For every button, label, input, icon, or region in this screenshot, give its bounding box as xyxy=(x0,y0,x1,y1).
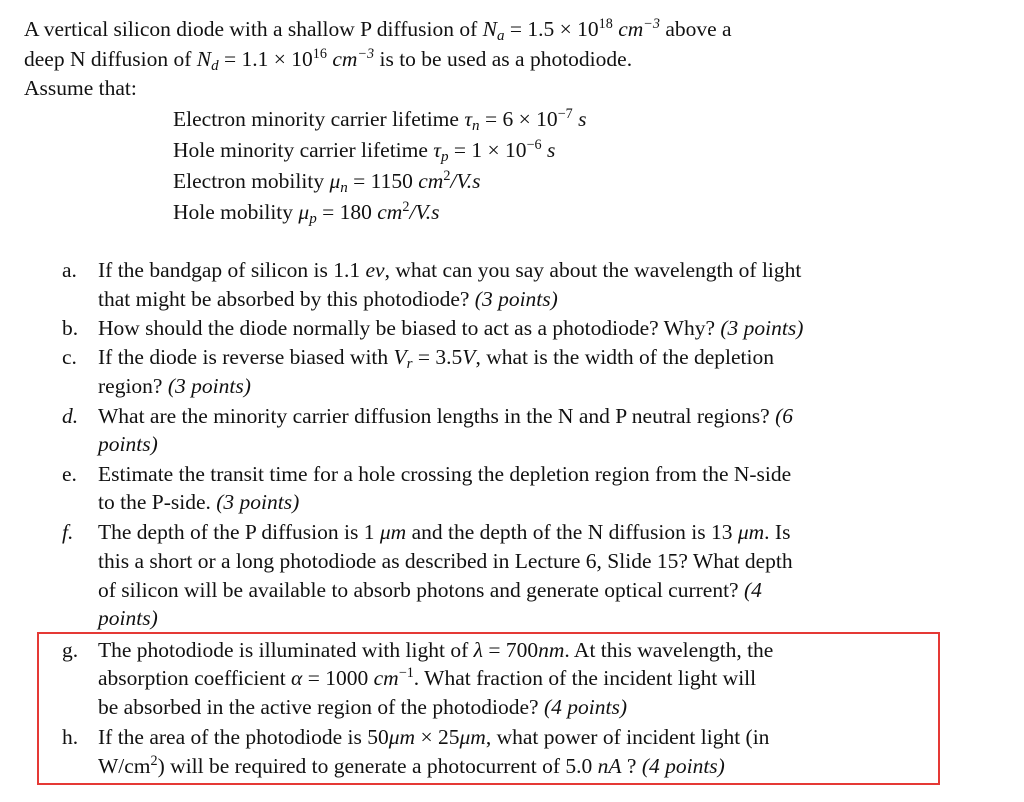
question-g-line-2 xyxy=(98,664,756,693)
math-subscript: n xyxy=(472,118,480,135)
question-h-line-2 xyxy=(98,752,725,781)
question-text: If the area of the photodiode is 50 xyxy=(98,725,389,749)
question-h-label: h. xyxy=(62,725,79,749)
math-unit: /V.s xyxy=(450,169,481,193)
question-text: The photodiode is illuminated with light of xyxy=(98,638,474,662)
math-value: = 3.5 xyxy=(412,345,463,369)
question-text: How should the diode normally be biased to act as a photodiode? Why? xyxy=(98,316,721,340)
question-text: . Is xyxy=(764,520,791,544)
math-value: = 6 × 10 xyxy=(479,107,558,131)
param-hole-mobility xyxy=(173,198,440,227)
math-value: = 180 xyxy=(316,200,378,224)
math-symbol: N xyxy=(482,17,497,41)
math-symbol: λ xyxy=(473,638,483,662)
math-unit: μm xyxy=(459,725,486,749)
points-text: (4 xyxy=(743,578,762,602)
param-label: Hole minority carrier lifetime xyxy=(173,138,434,162)
question-e-line-2 xyxy=(98,488,299,517)
math-subscript: p xyxy=(441,149,449,166)
math-unit: cm xyxy=(612,17,644,41)
question-text: If the bandgap of silicon is 1.1 xyxy=(98,258,366,282)
math-exponent: −6 xyxy=(526,137,542,154)
math-exponent: 16 xyxy=(312,46,327,63)
question-g-line-3 xyxy=(98,693,627,722)
question-f-line-1 xyxy=(98,518,790,547)
question-text: be absorbed in the active region of the photodiode? xyxy=(98,695,544,719)
question-e-label: e. xyxy=(62,462,77,486)
intro-line-1 xyxy=(24,15,732,44)
question-text: absorption coefficient xyxy=(98,666,292,690)
math-subscript: p xyxy=(309,211,317,228)
question-f-line-3 xyxy=(98,576,762,605)
question-b-label: b. xyxy=(62,316,79,340)
question-b-line-1 xyxy=(98,314,803,343)
math-unit: cm xyxy=(418,169,444,193)
question-f-label: f. xyxy=(62,520,74,544)
question-a-line-1 xyxy=(98,256,801,285)
param-electron-lifetime xyxy=(173,105,586,134)
math-unit: cm xyxy=(373,666,399,690)
points-text: (6 xyxy=(775,404,793,428)
intro-line-3 xyxy=(24,74,137,103)
intro-text: deep N diffusion of xyxy=(24,47,197,71)
param-electron-mobility xyxy=(173,167,480,196)
intro-text: above a xyxy=(659,17,732,41)
param-hole-lifetime xyxy=(173,136,555,165)
question-text: , what can you say about the wavelength of light xyxy=(384,258,802,282)
param-label: Electron mobility xyxy=(173,169,330,193)
math-unit: ev xyxy=(365,258,385,282)
question-text: Estimate the transit time for a hole crossing the depletion region from the N-side xyxy=(98,462,792,486)
question-d-line-2 xyxy=(98,430,158,459)
param-label: Electron minority carrier lifetime xyxy=(173,107,465,131)
question-text: . At this wavelength, the xyxy=(564,638,774,662)
question-text: What are the minority carrier diffusion lengths in the N and P neutral regions? xyxy=(98,404,776,428)
question-h-line-1 xyxy=(98,723,769,752)
points-text: (4 points) xyxy=(641,754,725,778)
question-c-line-2 xyxy=(98,372,251,401)
math-exponent: 2 xyxy=(443,168,451,185)
math-subscript: n xyxy=(340,180,348,197)
question-c-line-1 xyxy=(98,343,774,372)
question-text: . What fraction of the incident light will xyxy=(413,666,757,690)
points-text: (3 points) xyxy=(474,287,558,311)
question-text: The depth of the P diffusion is 1 xyxy=(98,520,380,544)
math-symbol: τ xyxy=(433,138,441,162)
math-unit: s xyxy=(572,107,587,131)
question-text: of silicon will be available to absorb photons and generate optical current? xyxy=(98,578,744,602)
math-value: = 1 × 10 xyxy=(448,138,527,162)
question-g-label: g. xyxy=(62,638,79,662)
question-a-label: a. xyxy=(62,258,77,282)
question-text: If the diode is reverse biased with xyxy=(98,345,394,369)
math-exponent: −1 xyxy=(398,665,414,682)
question-text: W/cm xyxy=(98,754,151,778)
points-text: points) xyxy=(98,606,158,630)
question-text: region? xyxy=(98,374,168,398)
question-e-line-1 xyxy=(98,460,791,489)
math-exponent: −3 xyxy=(357,46,375,63)
math-unit: nA xyxy=(597,754,622,778)
intro-line-2 xyxy=(24,45,632,74)
question-text: , what power of incident light (in xyxy=(485,725,770,749)
math-subscript: a xyxy=(496,28,505,45)
intro-text: A vertical silicon diode with a shallow P diffusion of xyxy=(24,17,483,41)
param-label: Hole mobility xyxy=(173,200,299,224)
math-subscript: d xyxy=(211,58,219,75)
math-unit: s xyxy=(541,138,556,162)
math-unit: μm xyxy=(737,520,765,544)
question-f-line-4 xyxy=(98,604,158,633)
math-subscript: r xyxy=(406,356,413,373)
question-text: ) will be required to generate a photocurrent of 5.0 xyxy=(157,754,598,778)
math-exponent: −3 xyxy=(643,16,660,33)
question-g-line-1 xyxy=(98,636,773,665)
math-unit: cm xyxy=(377,200,403,224)
math-value: = 1150 xyxy=(347,169,419,193)
math-unit: μm xyxy=(379,520,407,544)
math-value: = 1.5 × 10 xyxy=(504,17,599,41)
question-c-label: c. xyxy=(62,345,77,369)
question-f-line-2 xyxy=(98,547,793,576)
question-text: this a short or a long photodiode as described in Lecture 6, Slide 15? What depth xyxy=(98,549,793,573)
math-unit: /V.s xyxy=(409,200,440,224)
math-value: = 700 xyxy=(482,638,539,662)
math-exponent: 2 xyxy=(150,753,158,770)
question-d-label: d. xyxy=(62,404,79,428)
math-unit: cm xyxy=(326,47,358,71)
math-symbol: μ xyxy=(329,169,341,193)
math-unit: V xyxy=(462,345,476,369)
question-text: that might be absorbed by this photodiode? xyxy=(98,287,475,311)
points-text: (4 points) xyxy=(543,695,627,719)
math-value: = 1000 xyxy=(302,666,374,690)
points-text: points) xyxy=(98,432,158,456)
math-symbol: N xyxy=(196,47,212,71)
question-a-line-2 xyxy=(98,285,558,314)
math-symbol: τ xyxy=(464,107,473,131)
math-value: = 1.1 × 10 xyxy=(218,47,313,71)
math-symbol: α xyxy=(291,666,303,690)
math-unit: nm xyxy=(538,638,565,662)
intro-text: is to be used as a photodiode. xyxy=(374,47,633,71)
math-value: × 25 xyxy=(415,725,460,749)
question-text: and the depth of the N diffusion is 13 xyxy=(406,520,738,544)
question-text: ? xyxy=(621,754,642,778)
question-text: to the P-side. xyxy=(98,490,217,514)
points-text: (3 points) xyxy=(167,374,251,398)
math-exponent: −7 xyxy=(557,106,573,123)
question-d-line-1 xyxy=(98,402,793,431)
math-exponent: 2 xyxy=(402,199,410,216)
math-unit: μm xyxy=(388,725,416,749)
math-symbol: μ xyxy=(298,200,310,224)
points-text: (3 points) xyxy=(720,316,804,340)
intro-text: Assume that: xyxy=(24,76,137,100)
points-text: (3 points) xyxy=(216,490,300,514)
math-exponent: 18 xyxy=(598,16,613,33)
math-symbol: V xyxy=(393,345,407,369)
question-text: , what is the width of the depletion xyxy=(475,345,774,369)
